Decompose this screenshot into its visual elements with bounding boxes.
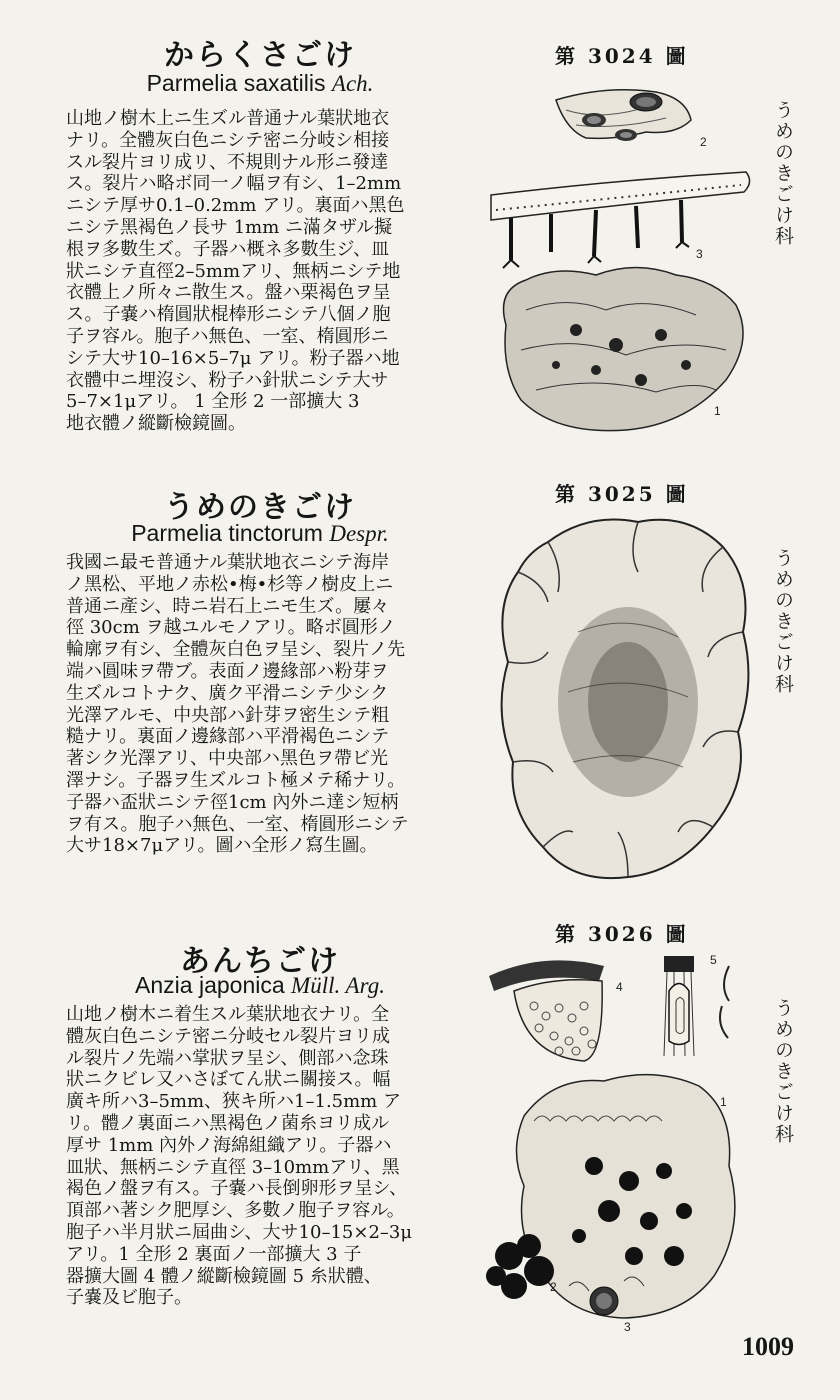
author-citation: Ach.	[331, 71, 374, 96]
page-number: 1009	[742, 1332, 794, 1361]
text-line: 廣キ所ハ3–5mm、狹キ所ハ1–1.5mm ア	[66, 1091, 401, 1113]
text-line: 糙ナリ。裏面ノ邊緣部ハ平滑褐色ニシテ	[66, 726, 390, 748]
author-citation: Despr.	[329, 521, 389, 546]
habit-drawing	[502, 520, 749, 879]
entry-umenokigoke	[0, 460, 840, 910]
figure-label: 第 3024 圖	[555, 44, 689, 68]
figure-label: 第 3025 圖	[555, 482, 689, 506]
family-label: うめのきごけ科	[772, 548, 794, 695]
text-line: 地衣體ノ縱斷檢鏡圖。	[66, 413, 246, 435]
text-line: ニシテ厚サ0.1–0.2mm アリ。裏面ハ黑色	[66, 195, 405, 217]
genus-species: Parmelia tinctorum	[131, 520, 323, 546]
figure-number: 5	[710, 953, 717, 967]
fig-4-section	[489, 960, 604, 1061]
scientific-name	[40, 520, 480, 547]
text-line: ル裂片ノ先端ハ掌狀ヲ呈シ、側部ハ念珠	[66, 1047, 389, 1069]
text-line: 胞子ハ半月狀ニ屆曲シ、大サ10–15×2–3μ	[66, 1221, 413, 1243]
family-label: うめのきごけ科	[772, 998, 794, 1145]
figure-number: 4	[616, 980, 623, 994]
entry-title-jp: あんちごけ	[180, 944, 340, 979]
text-line: 光澤アルモ、中央部ハ針芽ヲ密生シテ粗	[66, 704, 390, 726]
text-line: 衣體中ニ埋沒シ、粉子ハ針狀ニシテ大サ	[66, 369, 389, 391]
fig-2-thallus-detail	[556, 90, 691, 141]
text-line: 澤ナシ。子器ヲ生ズルコト極メテ稀ナリ。	[66, 769, 406, 791]
text-line: シテ大サ10–16×5–7μ アリ。粉子器ハ地	[66, 347, 400, 369]
text-line: ス。子嚢ハ楕圓狀棍棒形ニシテ八個ノ胞	[66, 304, 391, 326]
entry-title-jp: からくさごけ	[164, 38, 356, 73]
text-line: 器擴大圖 4 體ノ縱斷檢鏡圖 5 糸狀體、	[66, 1265, 382, 1287]
text-line: 子ヲ容ル。胞子ハ無色、一室、楕圓形ニ	[66, 325, 389, 347]
figure-label: 第 3026 圖	[555, 922, 689, 946]
author-citation: Müll. Arg.	[291, 973, 385, 998]
text-line: 衣體上ノ所々ニ散生ス。盤ハ栗褐色ヲ呈	[66, 282, 391, 304]
text-line: アリ。1 全形 2 裏面ノ一部擴大 3 子	[66, 1243, 362, 1265]
fig-1-habit	[504, 268, 744, 431]
description-text	[66, 108, 476, 435]
text-line: 普通ニ產シ、時ニ岩石上ニモ生ズ。屢々	[66, 595, 390, 617]
figure-number: 2	[550, 1280, 557, 1294]
text-line: ノ黑松、平地ノ赤松•梅•杉等ノ樹皮上ニ	[66, 573, 394, 595]
text-line: 子嚢及ビ胞子。	[66, 1287, 192, 1309]
text-line: 大サ18×7μアリ。圖ハ全形ノ寫生圖。	[66, 835, 378, 857]
text-line: ヲ有ス。胞子ハ無色、一室、楕圓形ニシテ	[66, 813, 409, 835]
text-line: リ。體ノ裏面ニハ黑褐色ノ菌糸ヨリ成ル	[66, 1112, 390, 1134]
fig-3-section	[491, 172, 750, 268]
figure-number: 3	[696, 247, 703, 261]
text-line: 頂部ハ著シク肥厚シ、多數ノ胞子ヲ容ル。	[66, 1200, 405, 1222]
text-line: 皿狀、無柄ニシテ直徑 3–10mmアリ、黑	[66, 1156, 400, 1178]
text-line: 徑 30cm ヲ越ユルモノアリ。略ボ圓形ノ	[66, 617, 396, 639]
text-line: 體灰白色ニシテ密ニ分岐セル裂片ヨリ成	[66, 1025, 390, 1047]
text-line: 端ハ圓味ヲ帶ブ。表面ノ邊緣部ハ粉芽ヲ	[66, 660, 389, 682]
text-line: ニシテ黑褐色ノ長サ 1mm ニ滿タザル擬	[66, 216, 393, 238]
genus-species: Anzia japonica	[135, 972, 285, 998]
text-line: 著シク光澤アリ、中央部ハ黑色ヲ帶ビ光	[66, 748, 389, 770]
text-line: 5–7×1μアリ。 1 全形 2 一部擴大 3	[66, 391, 360, 413]
entry-anchigoke	[0, 910, 840, 1400]
scientific-name	[40, 972, 480, 999]
figure-number: 1	[720, 1095, 727, 1109]
lichen-illustration-3026	[484, 946, 754, 1346]
text-line: 子器ハ盃狀ニシテ徑1cm 內外ニ達シ短柄	[66, 791, 399, 813]
text-line: 狀ニシテ直徑2–5mmアリ、無柄ニシテ地	[66, 260, 401, 282]
lichen-illustration-3025	[488, 512, 758, 892]
figure-number: 3	[624, 1320, 631, 1334]
text-line: 狀ニクビレ又ハさぼてん狀ニ關接ス。幅	[66, 1069, 391, 1091]
figure-number: 2	[700, 135, 707, 149]
text-line: 輪廓ヲ有シ、全體灰白色ヲ呈シ、裂片ノ先	[66, 639, 406, 661]
entry-karakusagoke	[0, 0, 840, 460]
fig-5-ascus-spores	[664, 956, 729, 1056]
text-line: 我國ニ最モ普通ナル葉狀地衣ニシテ海岸	[66, 552, 390, 573]
family-label: うめのきごけ科	[772, 100, 794, 247]
figure-number: 1	[714, 404, 721, 418]
entry-title-jp: うめのきごけ	[164, 490, 356, 525]
lichen-illustration-3024	[486, 80, 756, 450]
text-line: 褐色ノ盤ヲ有ス。子嚢ハ長倒卵形ヲ呈シ、	[66, 1178, 408, 1200]
text-line: ス。裂片ハ略ボ同一ノ幅ヲ有シ、1–2mm	[66, 173, 402, 195]
text-line: 生ズルコトナク、廣ク平滑ニシテ少シク	[66, 682, 389, 704]
text-line: 山地ノ樹木上ニ生ズル普通ナル葉狀地衣	[66, 108, 390, 129]
text-line: 厚サ 1mm 內外ノ海綿組織アリ。子器ハ	[66, 1134, 392, 1156]
genus-species: Parmelia saxatilis	[146, 70, 326, 96]
description-text	[66, 1004, 476, 1309]
description-text	[66, 552, 476, 857]
text-line: 根ヲ多數生ズ。子器ハ概ネ多數生ジ、皿	[66, 238, 390, 260]
text-line: 山地ノ樹木ニ着生スル葉狀地衣ナリ。全	[66, 1004, 390, 1025]
text-line: ナリ。全體灰白色ニシテ密ニ分岐シ相接	[66, 129, 390, 151]
text-line: スル裂片ヨリ成リ、不規則ナル形ニ發達	[66, 151, 389, 173]
scientific-name	[40, 70, 480, 97]
